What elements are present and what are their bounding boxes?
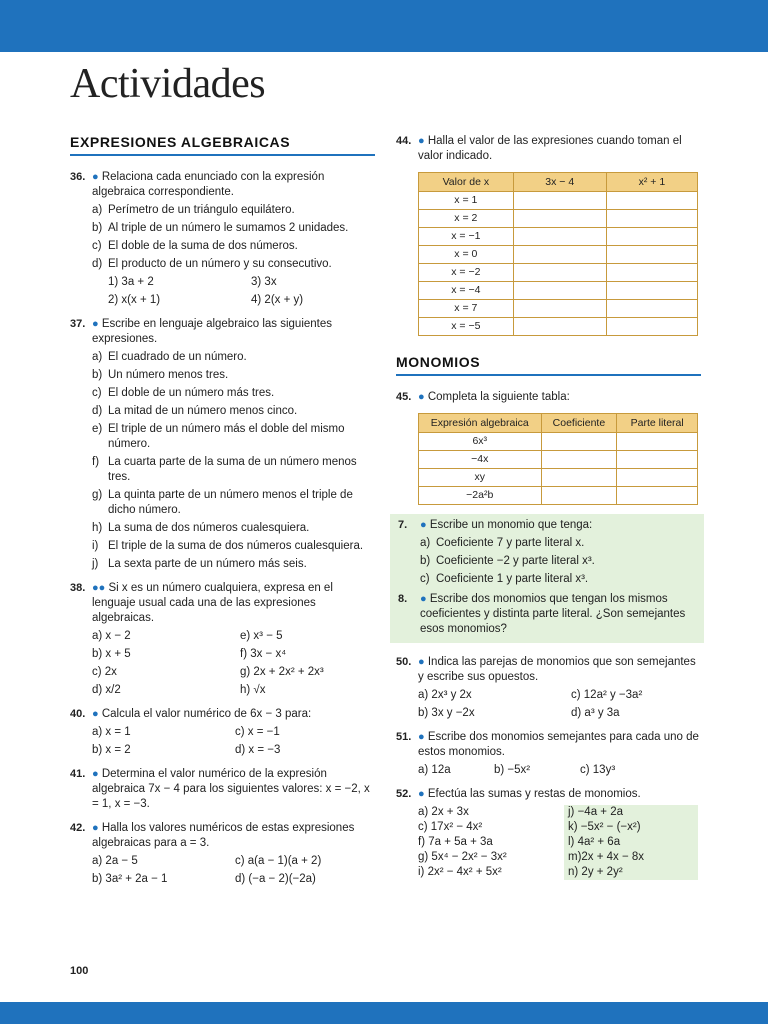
exercise-number: 41. <box>70 768 86 780</box>
list-item: g) La quinta parte de un número menos el triple de dicho número. <box>92 489 353 516</box>
exercise-52 <box>396 787 701 880</box>
table-row: x = −2 <box>419 264 698 282</box>
exercise-text: Halla el valor de las expresiones cuando toman el valor indicado. <box>418 135 682 162</box>
list-item: j) La sexta parte de un número más seis. <box>92 558 307 570</box>
exercise-text: Escribe dos monomios que tengan los mismos coeficientes y distinta parte literal. ¿Son semejantes esos monomios? <box>420 593 686 635</box>
list-item: b) Al triple de un número le sumamos 2 unidades. <box>92 222 349 234</box>
list-item: c) 2x <box>92 666 117 678</box>
list-item: c) Coeficiente 1 y parte literal x³. <box>420 573 589 585</box>
table-header: 3x − 4 <box>513 173 606 192</box>
exercise-42 <box>70 821 375 887</box>
page-title: Actividades <box>70 61 266 107</box>
difficulty-dot: ● <box>418 391 425 403</box>
table-row: x = −5 <box>419 318 698 336</box>
list-item: a) 12a <box>418 764 451 776</box>
list-item: f) La cuarta parte de la suma de un número menos tres. <box>92 456 357 483</box>
page-number: 100 <box>70 965 89 977</box>
exercise-45 <box>396 390 701 505</box>
exercise-number: 50. <box>396 656 412 668</box>
list-item: a) 2x + 3x <box>418 806 469 818</box>
exercise-number: 42. <box>70 822 86 834</box>
table-row: x = −1 <box>419 228 698 246</box>
table-header: Expresión algebraica <box>419 414 542 433</box>
option-grid <box>92 275 375 308</box>
exercise-number: 36. <box>70 171 86 183</box>
exercise-text: Si x es un número cualquiera, expresa en el lenguaje usual cada una de las expresiones algebraicas. <box>92 582 333 624</box>
list-item: b) Coeficiente −2 y parte literal x³. <box>420 555 595 567</box>
exercise-40 <box>70 707 375 758</box>
list-item: b) x + 5 <box>92 648 131 660</box>
exercise-7 <box>398 518 698 587</box>
item-grid <box>418 688 701 721</box>
table-row: xy <box>419 469 698 487</box>
exercise-text: Calcula el valor numérico de 6x − 3 para: <box>101 708 312 720</box>
exercise-number: 45. <box>396 391 412 403</box>
list-item: d) x/2 <box>92 684 121 696</box>
list-item: c) 12a² y −3a² <box>571 689 643 701</box>
list-item: g) 5x⁴ − 2x² − 3x² <box>418 851 507 863</box>
list-item: a) 2a − 5 <box>92 855 138 867</box>
exercise-number: 51. <box>396 731 412 743</box>
table-row: x = 0 <box>419 246 698 264</box>
exercise-36 <box>70 170 375 308</box>
option: 2) x(x + 1) <box>108 294 161 306</box>
list-item: d) La mitad de un número menos cinco. <box>92 405 298 417</box>
item-columns <box>418 805 701 880</box>
list-item: d) (−a − 2)(−2a) <box>235 873 316 885</box>
table-row: x = 2 <box>419 210 698 228</box>
list-item: c) x = −1 <box>235 726 280 738</box>
section-heading-monomios: MONOMIOS <box>396 354 701 376</box>
difficulty-dot: ●● <box>92 582 106 594</box>
list-item: c) El doble de la suma de dos números. <box>92 240 298 252</box>
item-column-right <box>564 805 698 880</box>
item-grid <box>92 629 375 698</box>
exercise-8 <box>398 592 698 637</box>
list-item: d) x = −3 <box>235 744 281 756</box>
list-item: d) a³ y 3a <box>571 707 620 719</box>
difficulty-dot: ● <box>418 656 425 668</box>
list-item: b) −5x² <box>494 764 531 776</box>
table-header: Coeficiente <box>541 414 617 433</box>
table-header: Parte literal <box>617 414 698 433</box>
list-item: j) −4a + 2a <box>568 806 623 818</box>
difficulty-dot: ● <box>92 171 99 183</box>
exercise-number: 37. <box>70 318 86 330</box>
difficulty-dot: ● <box>92 822 99 834</box>
difficulty-dot: ● <box>92 318 99 330</box>
exercise-number: 7. <box>398 519 408 531</box>
difficulty-dot: ● <box>418 135 425 147</box>
list-item: b) x = 2 <box>92 744 131 756</box>
table-row: −4x <box>419 451 698 469</box>
exercise-number: 38. <box>70 582 86 594</box>
exercise-number: 40. <box>70 708 86 720</box>
section-heading-expresiones: EXPRESIONES ALGEBRAICAS <box>70 134 375 156</box>
exercise-51 <box>396 730 701 778</box>
list-item: i) El triple de la suma de dos números cualesquiera. <box>92 540 364 552</box>
list-item: c) 17x² − 4x² <box>418 821 483 833</box>
table-row: −2a²b <box>419 487 698 505</box>
list-item: h) La suma de dos números cualesquiera. <box>92 522 310 534</box>
list-item: e) El triple de un número más el doble del mismo número. <box>92 423 345 450</box>
right-column <box>396 134 701 889</box>
exercise-44 <box>396 134 701 336</box>
exercise-number: 8. <box>398 593 408 605</box>
list-item: d) El producto de un número y su consecutivo. <box>92 258 332 270</box>
option: 4) 2(x + y) <box>251 294 304 306</box>
table-row: x = −4 <box>419 282 698 300</box>
difficulty-dot: ● <box>92 708 99 720</box>
list-item: c) 13y³ <box>580 764 616 776</box>
exercise-text: Relaciona cada enunciado con la expresión algebraica correspondiente. <box>92 171 325 198</box>
list-item: a) El cuadrado de un número. <box>92 351 247 363</box>
list-item: n) 2y + 2y² <box>568 866 623 878</box>
exercise-text: Determina el valor numérico de la expresión algebraica 7x − 4 para los siguientes valores: x = −2, x = 1, x = −3. <box>92 768 370 810</box>
exercise-number: 52. <box>396 788 412 800</box>
top-banner <box>0 0 768 52</box>
monomial-table <box>418 413 698 505</box>
difficulty-dot: ● <box>92 768 99 780</box>
exercise-text: Efectúa las sumas y restas de monomios. <box>427 788 641 800</box>
list-item: l) 4a² + 6a <box>568 836 621 848</box>
exercise-number: 44. <box>396 135 412 147</box>
values-table <box>418 172 698 336</box>
exercise-37 <box>70 317 375 572</box>
exercise-text: Escribe un monomio que tenga: <box>429 519 593 531</box>
exercise-text: Completa la siguiente tabla: <box>427 391 570 403</box>
difficulty-dot: ● <box>420 519 427 531</box>
exercise-38 <box>70 581 375 698</box>
exercise-text: Escribe dos monomios semejantes para cada uno de estos monomios. <box>418 731 699 758</box>
difficulty-dot: ● <box>418 788 425 800</box>
list-item: e) x³ − 5 <box>240 630 283 642</box>
list-item: f) 7a + 5a + 3a <box>418 836 493 848</box>
table-header: Valor de x <box>419 173 514 192</box>
exercise-text: Indica las parejas de monomios que son semejantes y escribe sus opuestos. <box>418 656 696 683</box>
list-item: c) El doble de un número más tres. <box>92 387 275 399</box>
item-grid <box>418 763 701 778</box>
item-grid <box>92 854 375 887</box>
exercise-50 <box>396 655 701 721</box>
list-item: a) x − 2 <box>92 630 131 642</box>
difficulty-dot: ● <box>418 731 425 743</box>
exercise-41 <box>70 767 375 812</box>
list-item: a) x = 1 <box>92 726 131 738</box>
table-row: x = 7 <box>419 300 698 318</box>
item-column-left <box>418 805 564 880</box>
list-item: g) 2x + 2x² + 2x³ <box>240 666 324 678</box>
list-item: m)2x + 4x − 8x <box>568 851 645 863</box>
list-item: b) 3x y −2x <box>418 707 475 719</box>
list-item: h) √x <box>240 684 266 696</box>
list-item: k) −5x² − (−x²) <box>568 821 641 833</box>
list-item: a) Coeficiente 7 y parte literal x. <box>420 537 585 549</box>
exercise-text: Escribe en lenguaje algebraico las siguientes expresiones. <box>92 318 333 345</box>
list-item: a) Perímetro de un triángulo equilátero. <box>92 204 295 216</box>
list-item: f) 3x − x⁴ <box>240 648 287 660</box>
option: 3) 3x <box>251 276 277 288</box>
bottom-banner <box>0 1002 768 1024</box>
list-item: i) 2x² − 4x² + 5x² <box>418 866 502 878</box>
list-item: c) a(a − 1)(a + 2) <box>235 855 322 867</box>
difficulty-dot: ● <box>420 593 427 605</box>
table-row: x = 1 <box>419 192 698 210</box>
highlight-box <box>390 514 704 643</box>
list-item: a) 2x³ y 2x <box>418 689 472 701</box>
option: 1) 3a + 2 <box>108 276 154 288</box>
list-item: b) 3a² + 2a − 1 <box>92 873 168 885</box>
left-column <box>70 134 375 896</box>
exercise-text: Halla los valores numéricos de estas expresiones algebraicas para a = 3. <box>92 822 355 849</box>
item-grid <box>92 725 375 758</box>
table-row: 6x³ <box>419 433 698 451</box>
list-item: b) Un número menos tres. <box>92 369 229 381</box>
table-header: x² + 1 <box>606 173 697 192</box>
